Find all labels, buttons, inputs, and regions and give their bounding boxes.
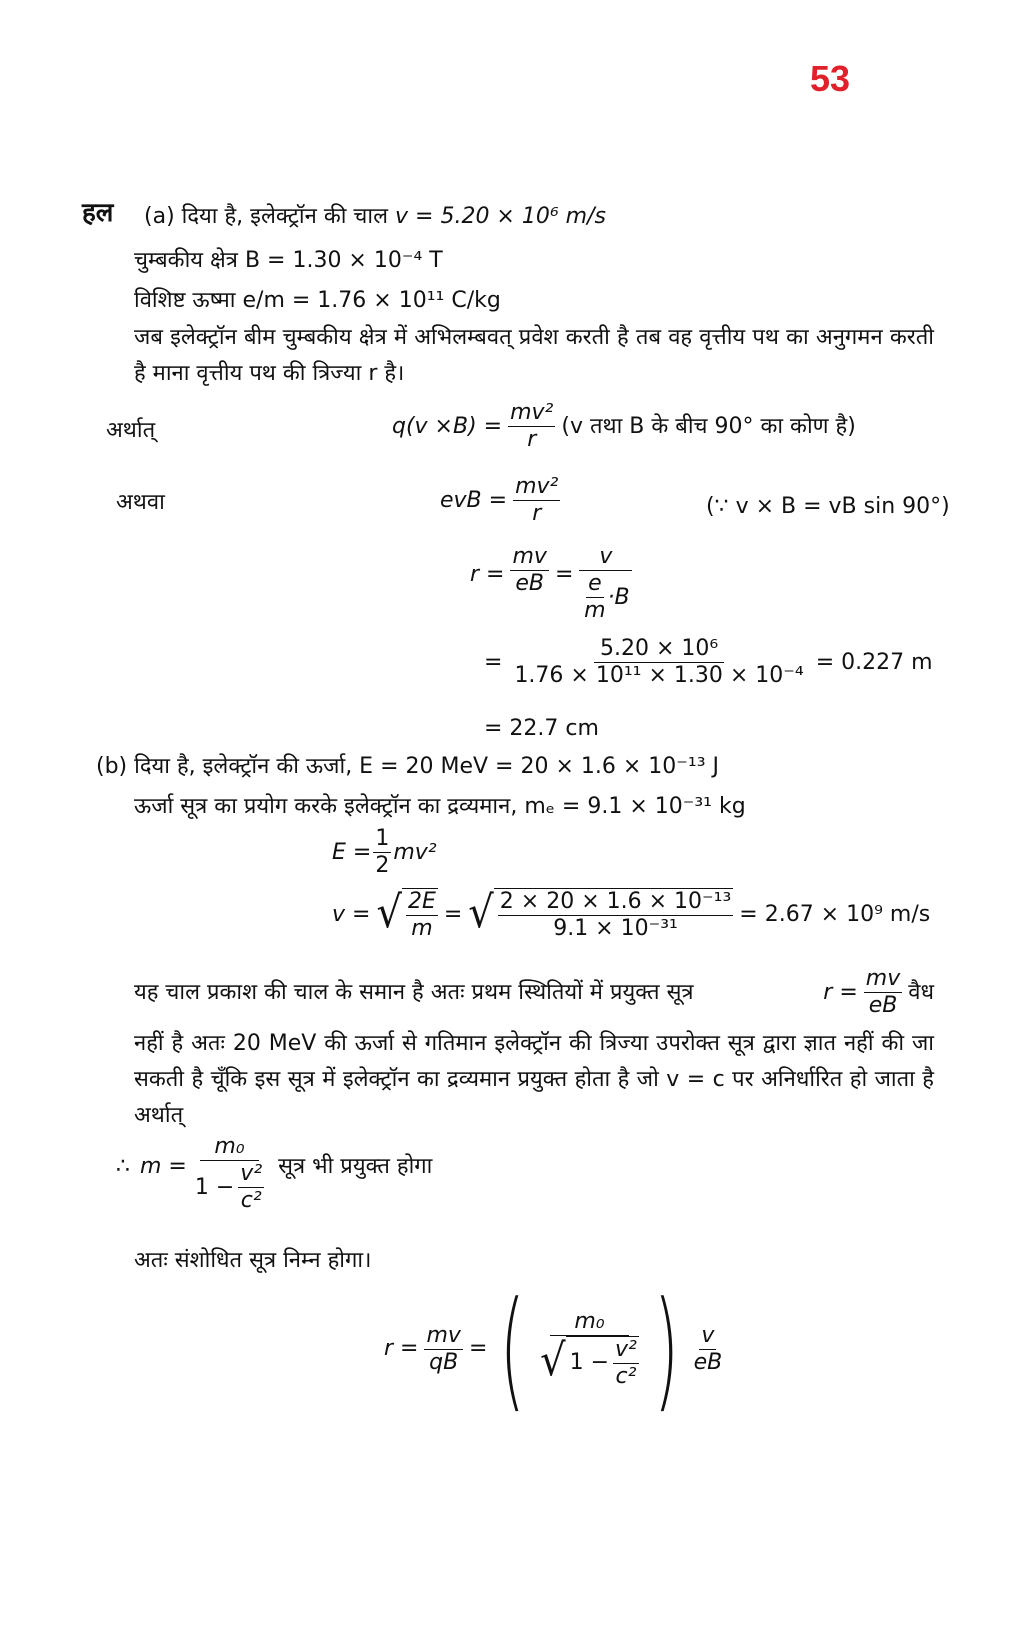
- equation-evb: [440, 474, 560, 527]
- relativistic-mass-equation: [116, 1134, 432, 1214]
- final-sqrt-body: [566, 1336, 639, 1390]
- m-den-num: v²: [240, 1161, 263, 1186]
- para1-num: mv: [865, 966, 901, 991]
- eq3-den: eB: [515, 571, 545, 596]
- eqv-n2: 2 × 20 × 1.6 × 10⁻¹³: [499, 889, 732, 914]
- velocity-equation: [332, 888, 930, 942]
- m-den: [193, 1161, 266, 1214]
- para1-eq: r =: [823, 979, 858, 1005]
- eq4-den: 1.76 × 10¹¹ × 1.30 × 10⁻⁴: [514, 663, 804, 688]
- final-fraction1: [424, 1323, 462, 1376]
- eq1-lhs: q(v ×B) =: [392, 413, 503, 439]
- part-b-mass-line: ऊर्जा सूत्र का प्रयोग करके इलेक्ट्रॉन का द्रव्यमान, mₑ = 9.1 × 10⁻³¹ kg: [134, 794, 746, 819]
- eqv-fraction2: [498, 889, 733, 942]
- eqE-fraction: [373, 826, 391, 879]
- eqE-lhs: E =: [332, 839, 372, 865]
- eq3-num: mv: [512, 544, 547, 569]
- m-den-fraction: [238, 1161, 264, 1214]
- eq1-num: mv²: [510, 400, 554, 425]
- eq4-num: 5.20 × 10⁶: [594, 636, 724, 663]
- final-mass-fraction: [538, 1309, 641, 1390]
- athava-label: अथवा: [116, 490, 165, 515]
- part-a-line1-eq: v = 5.20 × 10⁶ m/s: [395, 204, 606, 229]
- kinetic-energy-equation: [332, 826, 437, 879]
- radius-in-cm: = 22.7 cm: [484, 716, 599, 741]
- arthat-label: अर्थात्: [106, 418, 156, 443]
- part-b-energy-line: (b) दिया है, इलेक्ट्रॉन की ऊर्जा, E = 20 MeV = 20 × 1.6 × 10⁻¹³ J: [96, 754, 720, 779]
- eq3-fraction: [510, 544, 548, 597]
- sqrt-symbol-2: √: [468, 887, 494, 939]
- eqv-sqrt1-body: [402, 888, 438, 942]
- para1-formula: [823, 966, 934, 1019]
- eqv-n1: 2E: [407, 889, 436, 914]
- page-number: 53: [810, 58, 851, 99]
- final-vn: v: [701, 1322, 715, 1348]
- eq1-fraction: [508, 400, 555, 453]
- equation-radius: [470, 544, 632, 624]
- eqv-d1: m: [411, 916, 433, 941]
- eqv-fraction1: [406, 889, 438, 942]
- eqv-equals: =: [443, 902, 463, 927]
- left-paren: (: [500, 1273, 526, 1425]
- sqrt-symbol-3: √: [540, 1335, 566, 1386]
- equation-force: [392, 400, 856, 453]
- eqv-sqrt2-body: [494, 888, 733, 942]
- eq2-den: r: [532, 501, 542, 526]
- m-den-a: 1 −: [194, 1174, 235, 1200]
- modified-formula-intro: अतः संशोधित सूत्र निम्न होगा।: [134, 1248, 372, 1273]
- eqv-sqrt1: [376, 888, 437, 942]
- eq1-note: (v तथा B के बीच 90° का कोण है): [561, 413, 856, 439]
- therefore-symbol: ∴: [116, 1154, 130, 1179]
- modified-radius-equation: [384, 1273, 724, 1425]
- solution-heading: हल: [82, 198, 114, 228]
- eq4-rhs: = 0.227 m: [815, 649, 933, 675]
- para1-den: eB: [868, 993, 898, 1018]
- eq3-num2: v: [579, 544, 632, 571]
- final-v-fraction: [692, 1323, 725, 1376]
- speed-comparison-line: [134, 966, 934, 1019]
- eq2-fraction: [513, 474, 560, 527]
- specific-charge-line: विशिष्ट ऊष्मा e/m = 1.76 × 10¹¹ C/kg: [134, 288, 501, 313]
- right-paren: ): [653, 1273, 679, 1425]
- m-den-den: c²: [240, 1188, 262, 1213]
- final-vd: eB: [693, 1349, 723, 1375]
- eqE-rhs: mv²: [393, 839, 437, 865]
- final-equals: =: [468, 1336, 488, 1361]
- eqv-lhs: v =: [332, 902, 371, 927]
- sqrt-symbol: √: [376, 887, 402, 939]
- eqv-rhs: = 2.67 × 10⁹ m/s: [739, 902, 931, 927]
- final-sqrt: [540, 1336, 639, 1390]
- para1-fraction: [864, 966, 902, 1019]
- eq3-dot-b: ·B: [607, 584, 630, 610]
- m-fraction: [193, 1134, 266, 1214]
- eqv-sqrt2: [468, 888, 733, 942]
- eq3-den2: [580, 571, 632, 624]
- m-note: सूत्र भी प्रयुक्त होगा: [278, 1154, 433, 1179]
- m-num: m₀: [200, 1134, 258, 1161]
- eq2-lhs: evB =: [440, 487, 508, 513]
- final-one: 1 −: [569, 1350, 610, 1375]
- para1-tail: वैध: [908, 979, 934, 1005]
- final-mass-den: [538, 1336, 641, 1390]
- final-lhs: r =: [384, 1336, 419, 1361]
- magnetic-field-line: चुम्बकीय क्षेत्र B = 1.30 × 10⁻⁴ T: [134, 248, 443, 273]
- part-b-paragraph: नहीं है अतः 20 MeV की ऊर्जा से गतिमान इलेक्ट्रॉन की त्रिज्या उपरोक्त सूत्र द्वारा ज्ञात नहीं की जा सकती है चूँकि इस सूत्र में इलेक्ट्रॉन का द्रव्यमान प्रयुक्त होता है जो v = c पर अनिर्धारित हो जाता है अर्थात्: [134, 1031, 934, 1128]
- final-vc-fraction: [613, 1337, 639, 1390]
- final-d1: qB: [429, 1349, 459, 1375]
- eqv-d2: 9.1 × 10⁻³¹: [553, 916, 678, 941]
- eq4-lhs: =: [484, 649, 503, 675]
- final-v2: v²: [615, 1336, 637, 1362]
- m-lhs: m =: [140, 1154, 187, 1179]
- part-a-given-label: [144, 202, 606, 232]
- part-a-paragraph: जब इलेक्ट्रॉन बीम चुम्बकीय क्षेत्र में अभिलम्बवत् प्रवेश करती है तब वह वृत्तीय पथ का अनुगमन करती है माना वृत्तीय पथ की त्रिज्या r है।: [134, 325, 934, 386]
- equation-numeric: [484, 636, 933, 689]
- final-n1: mv: [426, 1322, 461, 1348]
- final-c2: c²: [615, 1363, 637, 1389]
- para1-text: यह चाल प्रकाश की चाल के समान है अतः प्रथम स्थितियों में प्रयुक्त सूत्र: [134, 979, 694, 1005]
- eqE-num: 1: [375, 826, 390, 851]
- eq3-small-den: m: [584, 598, 606, 623]
- eq3-fraction2: [579, 544, 632, 624]
- eq1-den: r: [527, 427, 537, 452]
- eq3-equals: =: [554, 562, 574, 587]
- eq2-num: mv²: [515, 474, 559, 499]
- eq4-fraction: [508, 636, 809, 689]
- final-m0: m₀: [550, 1309, 628, 1336]
- eq2-note: (∵ v × B = vB sin 90°): [706, 494, 950, 519]
- eqE-den: 2: [375, 853, 390, 878]
- eq3-small-num: e: [588, 571, 602, 596]
- part-a-line1-label: (a) दिया है, इलेक्ट्रॉन की चाल: [144, 204, 389, 229]
- eq3-small-fraction: [582, 571, 607, 624]
- eq3-lhs: r =: [470, 562, 505, 587]
